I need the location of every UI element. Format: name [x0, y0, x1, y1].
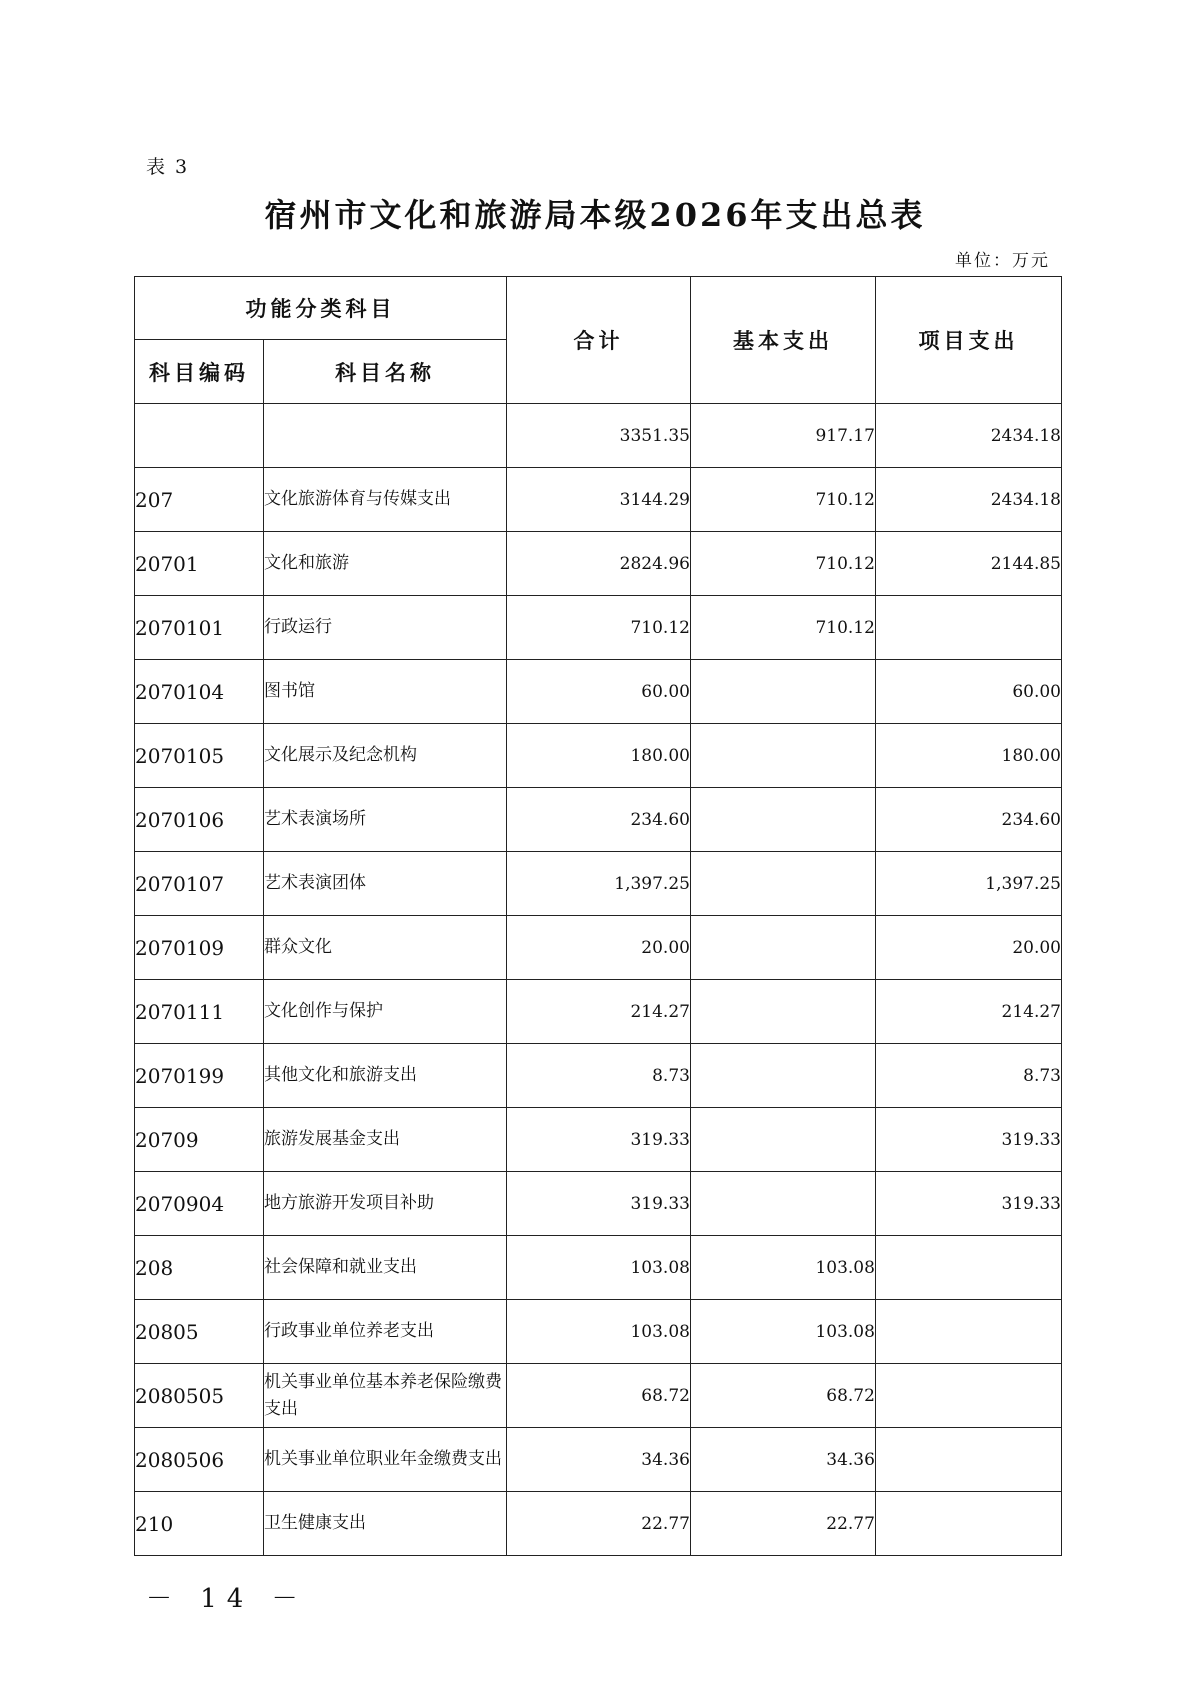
subject-code-cell: 20701	[135, 532, 264, 596]
page-title: 宿州市文化和旅游局本级2026年支出总表	[264, 196, 926, 234]
basic-expenditure-cell	[690, 1172, 875, 1236]
total-cell: 22.77	[507, 1492, 691, 1556]
header-subject-code: 科目编码	[135, 340, 264, 404]
table-row	[135, 1172, 1062, 1236]
project-expenditure-cell: 2434.18	[875, 468, 1061, 532]
basic-expenditure-cell: 103.08	[690, 1236, 875, 1300]
table-row	[135, 532, 1062, 596]
total-cell: 2824.96	[507, 532, 691, 596]
total-cell: 3144.29	[507, 468, 691, 532]
basic-expenditure-cell: 34.36	[690, 1428, 875, 1492]
subject-code-cell	[135, 404, 264, 468]
subject-code-cell: 207	[135, 468, 264, 532]
header-functional-category: 功能分类科目	[135, 277, 507, 340]
project-expenditure-cell: 180.00	[875, 724, 1061, 788]
basic-expenditure-cell: 710.12	[690, 532, 875, 596]
project-expenditure-cell: 319.33	[875, 1108, 1061, 1172]
basic-expenditure-cell: 68.72	[690, 1364, 875, 1428]
total-cell: 234.60	[507, 788, 691, 852]
basic-expenditure-cell: 710.12	[690, 468, 875, 532]
basic-expenditure-cell: 710.12	[690, 596, 875, 660]
header-project-expenditure: 项目支出	[875, 277, 1061, 404]
table-row	[135, 1108, 1062, 1172]
subject-code-cell: 2070106	[135, 788, 264, 852]
subject-name-cell: 其他文化和旅游支出	[264, 1044, 507, 1108]
subject-code-cell: 208	[135, 1236, 264, 1300]
total-cell: 60.00	[507, 660, 691, 724]
subject-code-cell: 2080505	[135, 1364, 264, 1428]
table-row	[135, 916, 1062, 980]
basic-expenditure-cell: 103.08	[690, 1300, 875, 1364]
basic-expenditure-cell	[690, 1108, 875, 1172]
header-basic-expenditure: 基本支出	[690, 277, 875, 404]
project-expenditure-cell: 2144.85	[875, 532, 1061, 596]
project-expenditure-cell	[875, 1428, 1061, 1492]
basic-expenditure-cell	[690, 660, 875, 724]
total-cell: 1,397.25	[507, 852, 691, 916]
total-cell: 103.08	[507, 1300, 691, 1364]
subject-code-cell: 2070107	[135, 852, 264, 916]
project-expenditure-cell: 1,397.25	[875, 852, 1061, 916]
table-row	[135, 852, 1062, 916]
subject-name-cell: 文化和旅游	[264, 532, 507, 596]
table-row	[135, 788, 1062, 852]
project-expenditure-cell	[875, 1364, 1061, 1428]
table-row	[135, 1044, 1062, 1108]
subject-code-cell: 20805	[135, 1300, 264, 1364]
project-expenditure-cell: 214.27	[875, 980, 1061, 1044]
total-cell: 34.36	[507, 1428, 691, 1492]
table-row	[135, 1236, 1062, 1300]
subject-name-cell: 机关事业单位基本养老保险缴费支出	[264, 1364, 507, 1428]
subject-code-cell: 2070904	[135, 1172, 264, 1236]
subject-name-cell: 图书馆	[264, 660, 507, 724]
table-row	[135, 596, 1062, 660]
project-expenditure-cell	[875, 596, 1061, 660]
subject-name-cell: 机关事业单位职业年金缴费支出	[264, 1428, 507, 1492]
table-row	[135, 980, 1062, 1044]
table-row	[135, 468, 1062, 532]
subject-code-cell: 2070105	[135, 724, 264, 788]
page-number: － 14 －	[146, 1584, 308, 1614]
header-subject-name: 科目名称	[264, 340, 507, 404]
basic-expenditure-cell	[690, 980, 875, 1044]
header-total: 合计	[507, 277, 691, 404]
table-row	[135, 1300, 1062, 1364]
basic-expenditure-cell	[690, 916, 875, 980]
subject-name-cell: 艺术表演场所	[264, 788, 507, 852]
subject-name-cell: 文化创作与保护	[264, 980, 507, 1044]
total-cell: 319.33	[507, 1108, 691, 1172]
subject-name-cell: 行政事业单位养老支出	[264, 1300, 507, 1364]
project-expenditure-cell	[875, 1492, 1061, 1556]
total-cell: 319.33	[507, 1172, 691, 1236]
project-expenditure-cell: 2434.18	[875, 404, 1061, 468]
table-row	[135, 1364, 1062, 1428]
subject-code-cell: 2070104	[135, 660, 264, 724]
subject-name-cell: 卫生健康支出	[264, 1492, 507, 1556]
subject-code-cell: 2070109	[135, 916, 264, 980]
total-cell: 180.00	[507, 724, 691, 788]
table-row	[135, 724, 1062, 788]
subject-name-cell: 艺术表演团体	[264, 852, 507, 916]
subject-name-cell: 社会保障和就业支出	[264, 1236, 507, 1300]
project-expenditure-cell	[875, 1236, 1061, 1300]
total-cell: 214.27	[507, 980, 691, 1044]
total-cell: 3351.35	[507, 404, 691, 468]
project-expenditure-cell	[875, 1300, 1061, 1364]
table-row	[135, 1428, 1062, 1492]
subject-code-cell: 2070199	[135, 1044, 264, 1108]
project-expenditure-cell: 8.73	[875, 1044, 1061, 1108]
total-cell: 68.72	[507, 1364, 691, 1428]
basic-expenditure-cell	[690, 788, 875, 852]
subject-name-cell: 文化旅游体育与传媒支出	[264, 468, 507, 532]
basic-expenditure-cell: 22.77	[690, 1492, 875, 1556]
table-body	[135, 404, 1062, 1556]
table-row	[135, 660, 1062, 724]
subject-name-cell: 文化展示及纪念机构	[264, 724, 507, 788]
expenditure-table	[134, 276, 1062, 1556]
project-expenditure-cell: 60.00	[875, 660, 1061, 724]
basic-expenditure-cell	[690, 852, 875, 916]
basic-expenditure-cell: 917.17	[690, 404, 875, 468]
subject-name-cell: 行政运行	[264, 596, 507, 660]
total-cell: 103.08	[507, 1236, 691, 1300]
subject-name-cell: 旅游发展基金支出	[264, 1108, 507, 1172]
subject-code-cell: 20709	[135, 1108, 264, 1172]
subject-name-cell	[264, 404, 507, 468]
table-label: 表 3	[146, 156, 190, 178]
subject-name-cell: 群众文化	[264, 916, 507, 980]
project-expenditure-cell: 20.00	[875, 916, 1061, 980]
table-row	[135, 404, 1062, 468]
table-row	[135, 1492, 1062, 1556]
subject-code-cell: 2070111	[135, 980, 264, 1044]
basic-expenditure-cell	[690, 724, 875, 788]
subject-code-cell: 2080506	[135, 1428, 264, 1492]
total-cell: 8.73	[507, 1044, 691, 1108]
subject-code-cell: 2070101	[135, 596, 264, 660]
total-cell: 710.12	[507, 596, 691, 660]
basic-expenditure-cell	[690, 1044, 875, 1108]
total-cell: 20.00	[507, 916, 691, 980]
subject-name-cell: 地方旅游开发项目补助	[264, 1172, 507, 1236]
unit-label: 单位：万元	[955, 251, 1050, 271]
project-expenditure-cell: 319.33	[875, 1172, 1061, 1236]
subject-code-cell: 210	[135, 1492, 264, 1556]
project-expenditure-cell: 234.60	[875, 788, 1061, 852]
